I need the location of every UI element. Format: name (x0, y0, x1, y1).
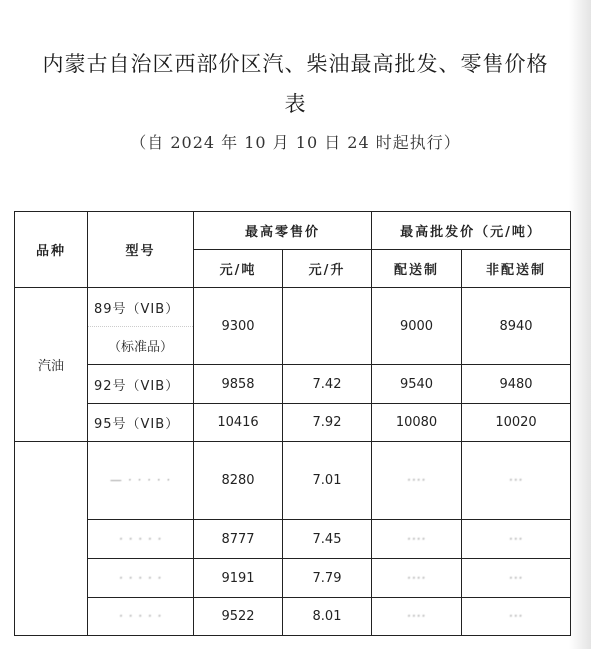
model-92: 92号（VIB） (88, 365, 194, 404)
table-row (15, 288, 571, 327)
cell-delivery: 10080 (372, 404, 462, 442)
cell-non-delivery-blurred: ··· (462, 520, 571, 559)
model-95: 95号（VIB） (88, 404, 194, 442)
cell-delivery: 9000 (372, 288, 462, 365)
cell-liter: 8.01 (283, 598, 372, 636)
cell-ton: 9858 (194, 365, 283, 404)
table-row (15, 559, 571, 598)
variety-gasoline: 汽油 (15, 288, 88, 442)
cell-ton: 8777 (194, 520, 283, 559)
cell-delivery-blurred: ···· (372, 442, 462, 520)
cell-liter: 7.79 (283, 559, 372, 598)
model-89: 89号（VIB） (88, 288, 194, 327)
cell-ton: 9300 (194, 288, 283, 365)
cell-ton: 9522 (194, 598, 283, 636)
header-non-delivery: 非配送制 (462, 250, 571, 288)
header-max-retail: 最高零售价 (194, 212, 372, 250)
cell-non-delivery: 9480 (462, 365, 571, 404)
header-yuan-per-liter: 元/升 (283, 250, 372, 288)
cell-non-delivery: 10020 (462, 404, 571, 442)
cell-ton: 9191 (194, 559, 283, 598)
cell-non-delivery-blurred: ··· (462, 598, 571, 636)
table-row (15, 404, 571, 442)
variety-diesel (15, 442, 88, 636)
cell-ton: 10416 (194, 404, 283, 442)
header-variety: 品种 (15, 212, 88, 288)
cell-ton: 8280 (194, 442, 283, 520)
cell-delivery-blurred: ···· (372, 520, 462, 559)
model-89-standard: （标准品） (88, 327, 194, 365)
cell-liter: 7.92 (283, 404, 372, 442)
header-delivery: 配送制 (372, 250, 462, 288)
model-blurred: · · · · · (88, 559, 194, 598)
price-table (14, 211, 571, 636)
table-row (15, 598, 571, 636)
table-row (15, 520, 571, 559)
cell-liter: 7.01 (283, 442, 372, 520)
cell-non-delivery-blurred: ··· (462, 559, 571, 598)
cell-non-delivery-blurred: ··· (462, 442, 571, 520)
table-row (15, 442, 571, 520)
cell-delivery-blurred: ···· (372, 598, 462, 636)
header-model: 型号 (88, 212, 194, 288)
cell-non-delivery: 8940 (462, 288, 571, 365)
cell-liter: 7.42 (283, 365, 372, 404)
document-title-line1: 内蒙古自治区西部价区汽、柴油最高批发、零售价格 (42, 52, 549, 76)
model-blurred: · · · · · (88, 520, 194, 559)
cell-liter: 7.45 (283, 520, 372, 559)
model-blurred: — · · · · · (88, 442, 194, 520)
document-title-line2: 表 (284, 92, 307, 116)
document-subtitle: （自 2024 年 10 月 10 日 24 时起执行） (130, 133, 461, 152)
header-max-wholesale: 最高批发价（元/吨） (372, 212, 571, 250)
header-yuan-per-ton: 元/吨 (194, 250, 283, 288)
cell-liter (283, 288, 372, 365)
table-row (15, 365, 571, 404)
cell-delivery: 9540 (372, 365, 462, 404)
model-blurred: · · · · · (88, 598, 194, 636)
cell-delivery-blurred: ···· (372, 559, 462, 598)
